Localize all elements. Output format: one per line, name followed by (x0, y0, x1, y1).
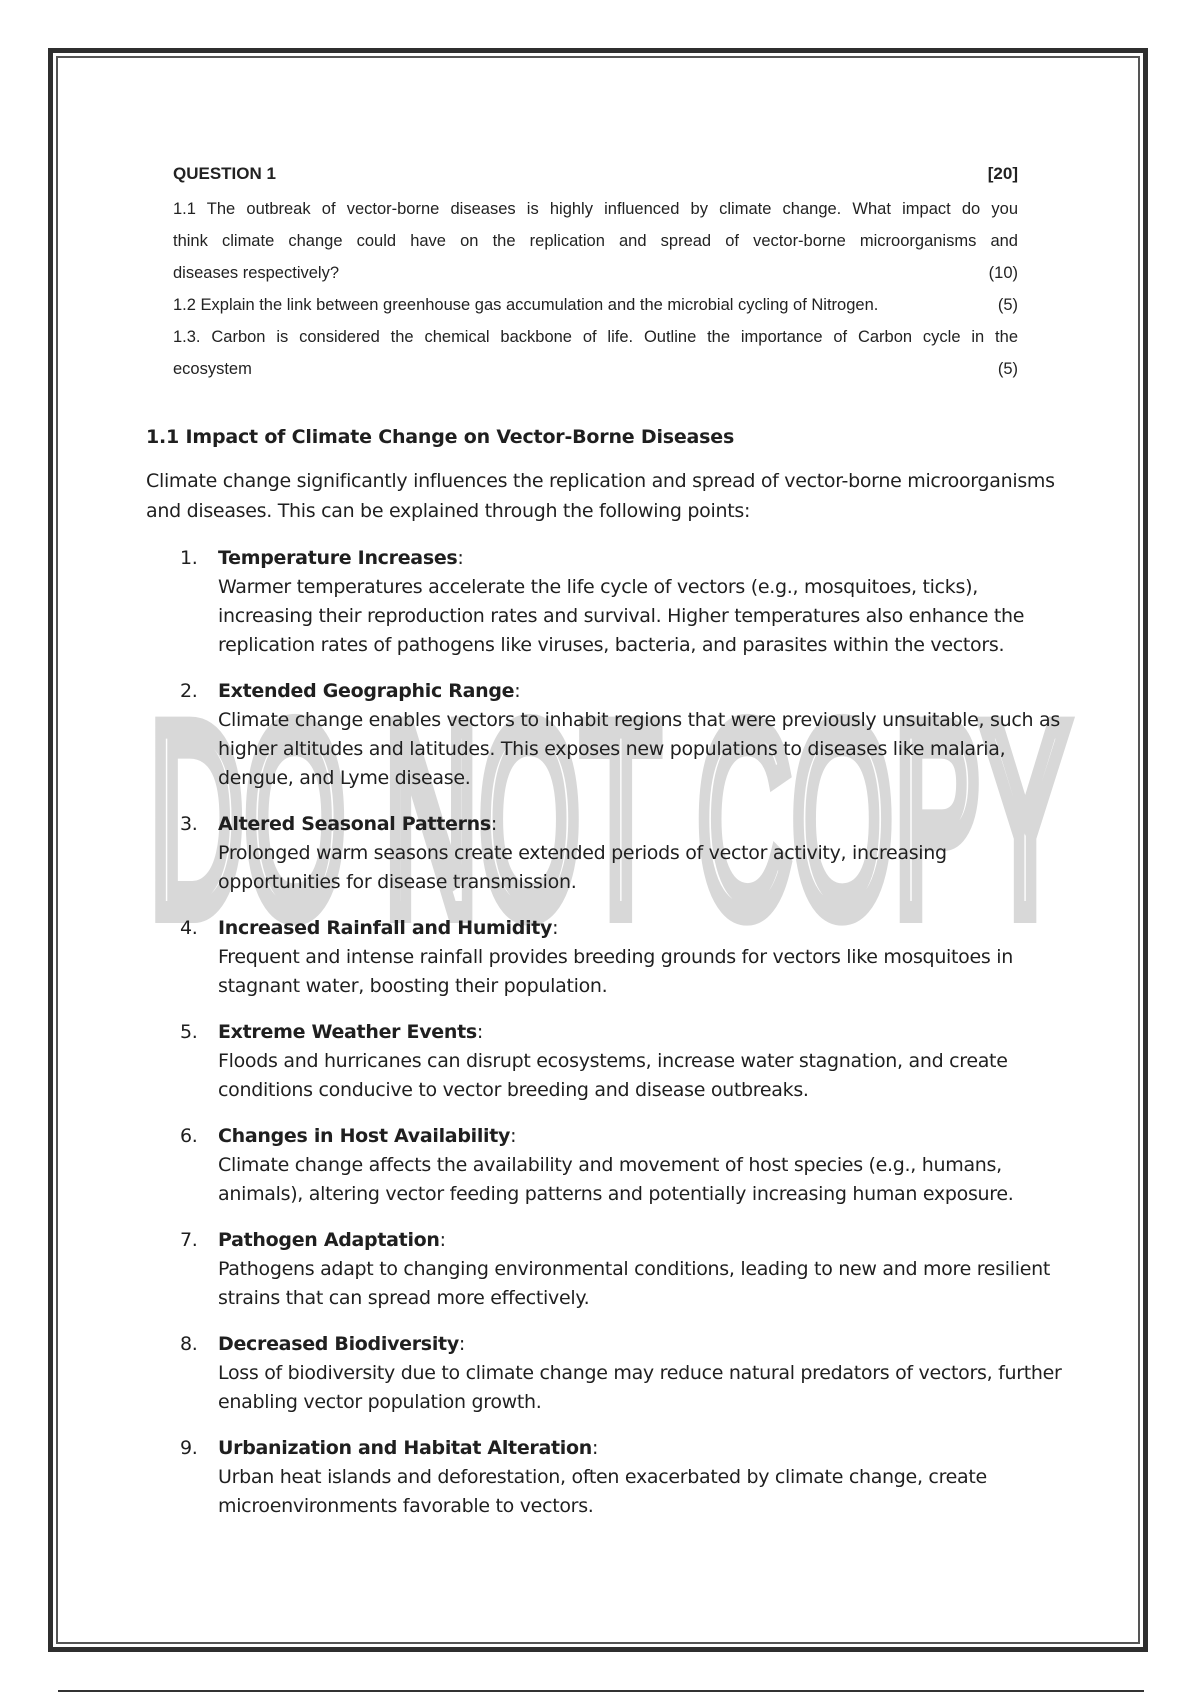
question-heading: QUESTION 1 (173, 164, 276, 183)
question-1-1-line3-row (173, 257, 1018, 289)
list-item: 2. Extended Geographic Range: Climate change enables vectors to inhabit regions that were previously unsuitable, such as higher altitudes and latitudes. This exposes new populations to diseases like malaria, dengue, and Lyme disease. (146, 677, 1066, 793)
point-number: 4. (180, 917, 198, 939)
point-body: Urban heat islands and deforestation, often exacerbated by climate change, create microenvironments favorable to vectors. (218, 1466, 987, 1517)
question-1-3-line2-row (173, 353, 1018, 385)
question-total-marks: [20] (987, 164, 1018, 183)
answer-intro: Climate change significantly influences the replication and spread of vector-borne microorganisms and diseases. This can be explained through the following points: (146, 470, 1055, 522)
point-title: Increased Rainfall and Humidity (218, 917, 553, 939)
list-item: 3. Altered Seasonal Patterns: Prolonged warm seasons create extended periods of vector activity, increasing opportunities for disease transmission. (146, 810, 1066, 897)
question-1-2-row (173, 289, 1018, 321)
point-body: Frequent and intense rainfall provides breeding grounds for vectors like mosquitoes in stagnant water, boosting their population. (218, 946, 1013, 997)
watermark-text: DO NOT COPY (150, 690, 1070, 940)
point-title: Changes in Host Availability (218, 1125, 511, 1147)
answer-section (146, 426, 1066, 1538)
list-item: 1. Temperature Increases: Warmer temperatures accelerate the life cycle of vectors (e.g., mosquitoes, ticks), increasing their reproduction rates and survival. Higher temperatures also enhance the replication rates of pathogens like viruses, bacteria, and parasites within the vectors. (146, 544, 1066, 660)
list-item: 6. Changes in Host Availability: Climate change affects the availability and movement of host species (e.g., humans, animals), altering vector feeding patterns and potentially increasing human exposure. (146, 1122, 1066, 1209)
question-1-3-line1: 1.3. Carbon is considered the chemical backbone of life. Outline the importance of Carbon cycle in the (173, 328, 1018, 346)
question-1-1-marks: (10) (988, 264, 1018, 282)
point-number: 9. (180, 1437, 198, 1459)
question-1-1-line2: think climate change could have on the replication and spread of vector-borne microorganisms and (173, 232, 1018, 250)
point-number: 3. (180, 813, 198, 835)
point-number: 5. (180, 1021, 198, 1043)
point-title: Temperature Increases (218, 547, 458, 569)
points-list (146, 544, 1066, 1521)
list-item: 7. Pathogen Adaptation: Pathogens adapt to changing environmental conditions, leading to new and more resilient strains that can spread more effectively. (146, 1226, 1066, 1313)
point-title: Extreme Weather Events (218, 1021, 477, 1043)
point-body: Climate change enables vectors to inhabit regions that were previously unsuitable, such as higher altitudes and latitudes. This exposes new populations to diseases like malaria, dengue, and Lyme disease. (218, 709, 1060, 789)
point-number: 2. (180, 680, 198, 702)
point-body: Prolonged warm seasons create extended periods of vector activity, increasing opportunities for disease transmission. (218, 842, 947, 893)
point-title: Pathogen Adaptation (218, 1229, 440, 1251)
question-1-3-line2: ecosystem (173, 360, 252, 378)
point-title: Altered Seasonal Patterns (218, 813, 491, 835)
question-1-1-line3: diseases respectively? (173, 264, 339, 282)
point-body: Climate change affects the availability and movement of host species (e.g., humans, animals), altering vector feeding patterns and potentially increasing human exposure. (218, 1154, 1014, 1205)
question-1-3-marks: (5) (997, 360, 1018, 378)
point-body: Pathogens adapt to changing environmental conditions, leading to new and more resilient strains that can spread more effectively. (218, 1258, 1051, 1309)
list-item: 8. Decreased Biodiversity: Loss of biodiversity due to climate change may reduce natural predators of vectors, further enabling vector population growth. (146, 1330, 1066, 1417)
question-1-2-marks: (5) (997, 296, 1018, 314)
point-number: 7. (180, 1229, 198, 1251)
list-item: 4. Increased Rainfall and Humidity: Frequent and intense rainfall provides breeding grounds for vectors like mosquitoes in stagnant water, boosting their population. (146, 914, 1066, 1001)
point-body: Loss of biodiversity due to climate change may reduce natural predators of vectors, further enabling vector population growth. (218, 1362, 1062, 1413)
list-item: 5. Extreme Weather Events: Floods and hurricanes can disrupt ecosystems, increase water stagnation, and create conditions conducive to vector breeding and disease outbreaks. (146, 1018, 1066, 1105)
point-body: Warmer temperatures accelerate the life cycle of vectors (e.g., mosquitoes, ticks), increasing their reproduction rates and survival. Higher temperatures also enhance the replication rates of pathogens like viruses, bacteria, and parasites within the vectors. (218, 576, 1025, 656)
point-number: 8. (180, 1333, 198, 1355)
point-number: 6. (180, 1125, 198, 1147)
answer-heading: 1.1 Impact of Climate Change on Vector-Borne Diseases (146, 426, 735, 448)
point-body: Floods and hurricanes can disrupt ecosystems, increase water stagnation, and create conditions conducive to vector breeding and disease outbreaks. (218, 1050, 1008, 1101)
question-1-2-text: 1.2 Explain the link between greenhouse gas accumulation and the microbial cycling of Nitrogen. (173, 296, 879, 314)
list-item: 9. Urbanization and Habitat Alteration: Urban heat islands and deforestation, often exacerbated by climate change, create microenvironments favorable to vectors. (146, 1434, 1066, 1521)
point-title: Decreased Biodiversity (218, 1333, 459, 1355)
question-1-1-line1: 1.1 The outbreak of vector-borne diseases is highly influenced by climate change. What impact do you (173, 200, 1018, 218)
question-header (173, 164, 1018, 184)
question-block (173, 164, 1018, 385)
bottom-divider (58, 1690, 1144, 1692)
point-title: Urbanization and Habitat Alteration (218, 1437, 592, 1459)
point-title: Extended Geographic Range (218, 680, 515, 702)
point-number: 1. (180, 547, 198, 569)
